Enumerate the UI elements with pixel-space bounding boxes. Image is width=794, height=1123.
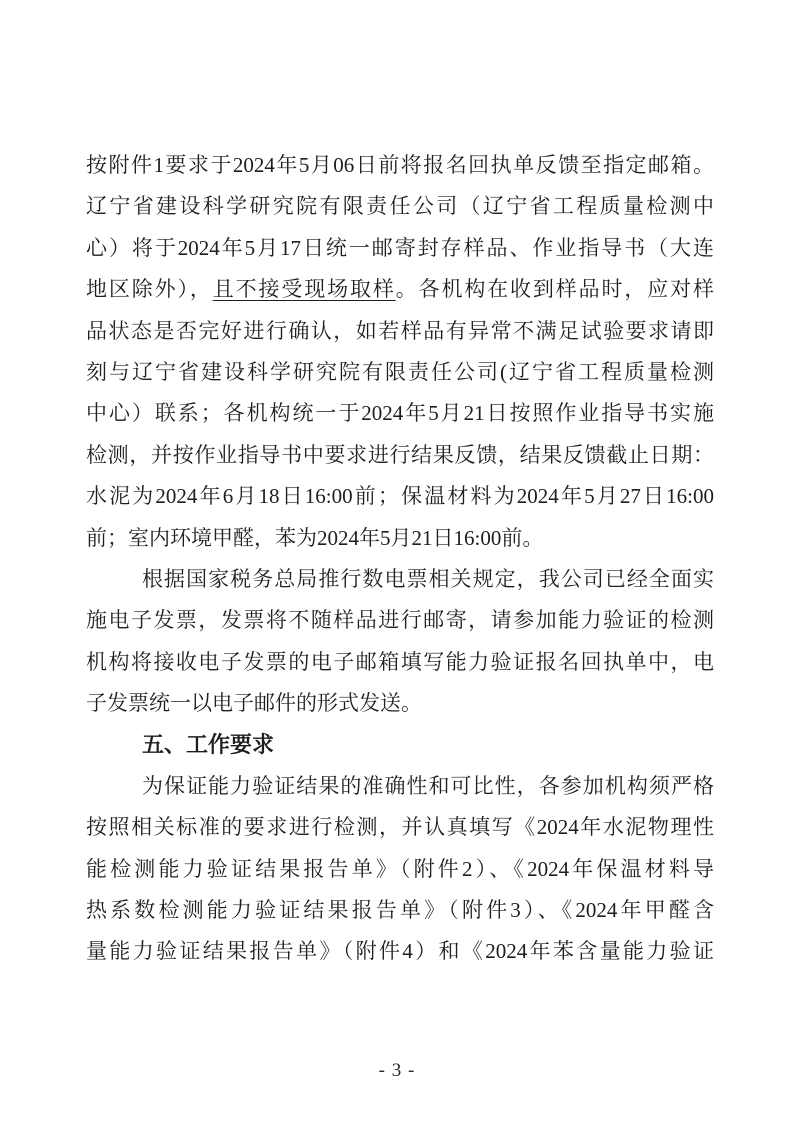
text-segment: 。各机构在收到样品时，应对样: [395, 277, 714, 302]
text-line: [86, 931, 714, 972]
underlined-text: 且不接受现场取样: [212, 277, 396, 302]
text-line: [86, 559, 714, 600]
text-segment: 根据国家税务总局推行数电票相关规定，我公司已经全面实: [142, 566, 714, 591]
text-segment: 机构将接收电子发票的电子邮箱填写能力验证报名回执单中，电: [86, 649, 714, 674]
text-segment: 五、工作要求: [142, 732, 275, 758]
text-line: [86, 145, 714, 186]
text-line: [86, 807, 714, 848]
text-line: [86, 435, 714, 476]
text-line: [86, 642, 714, 683]
text-segment: 子发票统一以电子邮件的形式发送。: [86, 691, 422, 716]
text-segment: 地区除外），: [86, 277, 213, 302]
text-segment: 品状态是否完好进行确认，如若样品有异常不满足试验要求请即: [86, 318, 714, 343]
text-line: [86, 766, 714, 807]
text-segment: 刻与辽宁省建设科学研究院有限责任公司(辽宁省工程质量检测: [86, 359, 714, 384]
text-segment: 辽宁省建设科学研究院有限责任公司（辽宁省工程质量检测中: [86, 194, 714, 219]
section-heading: [86, 724, 714, 765]
text-segment: 施电子发票，发票将不随样品进行邮寄，请参加能力验证的检测: [86, 608, 714, 633]
text-line: [86, 269, 714, 310]
text-line: [86, 393, 714, 434]
text-line: [86, 890, 714, 931]
text-line: [86, 849, 714, 890]
page-number: - 3 -: [378, 1060, 416, 1081]
text-segment: 检测，并按作业指导书中要求进行结果反馈，结果反馈截止日期：: [86, 442, 714, 467]
text-segment: 按照相关标准的要求进行检测，并认真填写《2024年水泥物理性: [86, 815, 714, 840]
text-line: [86, 600, 714, 641]
text-segment: 中心）联系；各机构统一于2024年5月21日按照作业指导书实施: [86, 401, 714, 426]
text-line: [86, 683, 714, 724]
text-segment: 能检测能力验证结果报告单》（附件2）、《2024年保温材料导: [86, 856, 714, 881]
text-line: [86, 352, 714, 393]
text-line: [86, 518, 714, 559]
text-segment: 热系数检测能力验证结果报告单》（附件3）、《2024年甲醛含: [86, 898, 714, 923]
text-segment: 心）将于2024年5月17日统一邮寄封存样品、作业指导书（大连: [86, 235, 714, 260]
text-segment: 量能力验证结果报告单》（附件4）和《2024年苯含量能力验证: [86, 939, 714, 964]
text-segment: 为保证能力验证结果的准确性和可比性，各参加机构须严格: [142, 773, 714, 798]
document-body: [86, 145, 714, 973]
text-line: [86, 311, 714, 352]
text-segment: 前；室内环境甲醛，苯为2024年5月21日16:00前。: [86, 525, 544, 550]
text-segment: 按附件1要求于2024年5月06日前将报名回执单反馈至指定邮箱。: [86, 153, 714, 177]
text-line: [86, 476, 714, 517]
text-line: [86, 186, 714, 227]
text-line: [86, 228, 714, 269]
text-segment: 水泥为2024年6月18日16:00前；保温材料为2024年5月27日16:00: [86, 484, 714, 509]
